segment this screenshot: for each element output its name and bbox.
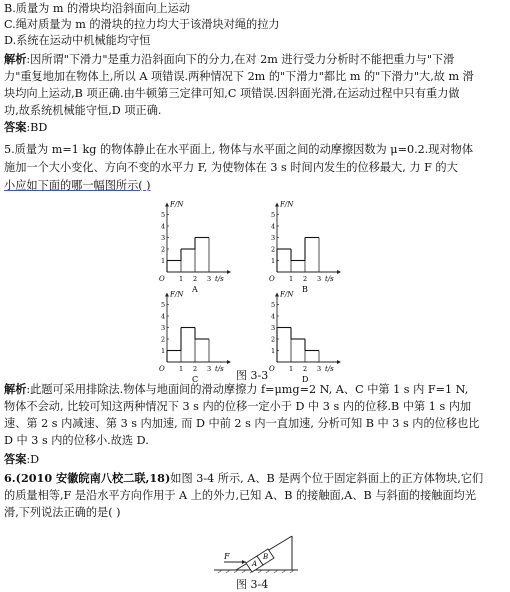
panel-label: B <box>302 285 308 294</box>
x-tick-label: 3 <box>207 275 212 283</box>
x-tick-label: 1 <box>179 275 184 283</box>
panel-label: C <box>192 375 199 384</box>
question-5-line2: 施加一个大小变化、方向不变的水平力 F, 为使物体在 3 s 时间内发生的位移最大, 力 F 的大 <box>4 161 458 174</box>
question-5-line3: 小应如下面的哪一幅图所示( ) <box>4 179 151 192</box>
x-tick-label: 1 <box>179 365 184 373</box>
answer-1: 答案:BD <box>4 120 48 134</box>
x-tick-label: 2 <box>303 365 308 373</box>
y-tick-label: 5 <box>271 301 276 309</box>
panel-d <box>269 291 341 385</box>
x-axis-arrow <box>227 270 231 274</box>
panel-label: A <box>192 285 198 294</box>
y-axis-label: F/N <box>280 290 294 299</box>
force-label: F <box>224 552 230 561</box>
x-axis-label: t/s <box>215 365 224 373</box>
option-d: D.系统在运动中机械能均守恒 <box>4 34 151 47</box>
x-tick-label: 2 <box>193 365 198 373</box>
y-tick-label: 1 <box>271 257 276 265</box>
y-tick-label: 2 <box>161 245 166 254</box>
panel-a <box>159 201 231 295</box>
analysis-2-line4: D 中 3 s 内的位移小.故选 D. <box>4 434 149 447</box>
origin-label: O <box>269 365 275 373</box>
y-tick-label: 2 <box>271 335 276 344</box>
panel-label: D <box>302 375 309 384</box>
y-tick-label: 4 <box>271 312 276 321</box>
figure-3-3-caption: 图 3-3 <box>236 369 269 382</box>
y-tick-label: 4 <box>161 312 166 321</box>
x-axis-label: t/s <box>325 365 334 373</box>
y-tick-label: 3 <box>271 324 276 332</box>
option-b: B.质量为 m 的滑块均沿斜面向上运动 <box>4 2 191 15</box>
y-tick-label: 4 <box>161 222 166 231</box>
analysis-1-line2: 力"重复地加在物体上,所以 A 项错误.两种情况下 2m 的"下滑力"都比 m 的"下滑力"大,故 m 滑 <box>4 70 474 83</box>
figure-3-4-caption: 图 3-4 <box>236 578 269 591</box>
y-tick-label: 1 <box>161 257 166 265</box>
x-tick-label: 2 <box>193 275 198 283</box>
analysis-2-line3: 速、第 2 s 内减速、第 3 s 内加速, 而 D 中前 2 s 内一直加速, 分析可知 B 中 3 s 内的位移也比 <box>4 417 480 430</box>
y-tick-label: 5 <box>161 211 166 219</box>
x-axis-label: t/s <box>325 275 334 283</box>
y-tick-label: 3 <box>161 234 166 242</box>
option-c: C.绳对质量为 m 的滑块的拉力均大于该滑块对绳的拉力 <box>4 18 280 31</box>
y-tick-label: 1 <box>271 347 276 355</box>
figure-3-4-svg <box>210 528 302 574</box>
analysis-1-line4: 功,故系统机械能守恒,D 项正确. <box>4 104 162 117</box>
y-tick-label: 3 <box>161 324 166 332</box>
x-tick-label: 3 <box>317 365 322 373</box>
y-axis-arrow <box>165 203 169 207</box>
analysis-2-line2: 物体不会动, 比较可知这两种情况下 3 s 内的位移一定小于 D 中 3 s 内的位移.B 中第 1 s 内加 <box>4 400 472 413</box>
x-tick-label: 3 <box>317 275 322 283</box>
question-6-line2: 的质量相等,F 是沿水平方向作用于 A 上的外力,已知 A、B 的接触面,A、B 与斜面的接触面均光 <box>4 489 477 502</box>
block-b-label: B <box>263 553 269 561</box>
y-tick-label: 2 <box>271 245 276 254</box>
force-arrowhead <box>242 560 246 564</box>
y-tick-label: 1 <box>161 347 166 355</box>
x-tick-label: 2 <box>303 275 308 283</box>
answer-2: 答案:D <box>4 452 40 466</box>
y-axis-label: F/N <box>170 200 184 209</box>
x-tick-label: 1 <box>289 365 294 373</box>
panel-c <box>159 291 231 385</box>
figure-3-4 <box>210 528 302 574</box>
y-tick-label: 2 <box>161 335 166 344</box>
analysis-1-line1: 解析:因所谓"下滑力"是重力沿斜面向下的分力,在对 2m 进行受力分析时不能把重力与"下滑 <box>4 52 455 66</box>
origin-label: O <box>159 365 165 373</box>
y-axis-label: F/N <box>280 200 294 209</box>
y-axis-arrow <box>275 203 279 207</box>
analysis-2-line1: 解析:此题可采用排除法.物体与地面间的滑动摩擦力 f=μmg=2 N, A、C 中第 1 s 内 F=1 N, <box>4 382 469 396</box>
origin-label: O <box>269 275 275 283</box>
origin-label: O <box>159 275 165 283</box>
question-6-line1: 6.(2010 安徽皖南八校二联,18)如图 3-4 所示, A、B 是两个位于固定斜面上的正方体物块,它们 <box>4 471 484 485</box>
y-axis-arrow <box>275 293 279 297</box>
x-axis-arrow <box>337 360 341 364</box>
y-axis-arrow <box>165 293 169 297</box>
x-axis-arrow <box>337 270 341 274</box>
y-tick-label: 5 <box>161 301 166 309</box>
analysis-1-line3: 块均向上运动,B 项正确.由牛顿第三定律可知,C 项错误.因斜面光滑,在运动过程中只有重力做 <box>4 87 460 100</box>
block-a-label: A <box>252 560 258 568</box>
panel-b <box>269 201 341 295</box>
question-5-line1: 5.质量为 m=1 kg 的物体静止在水平面上, 物体与水平面之间的动摩擦因数为 μ=0.2.现对物体 <box>4 143 474 156</box>
x-tick-label: 1 <box>289 275 294 283</box>
y-tick-label: 4 <box>271 222 276 231</box>
y-axis-label: F/N <box>170 290 184 299</box>
x-tick-label: 3 <box>207 365 212 373</box>
y-tick-label: 5 <box>271 211 276 219</box>
x-axis-arrow <box>227 360 231 364</box>
question-6-line3: 滑,下列说法正确的是( ) <box>4 506 121 519</box>
y-tick-label: 3 <box>271 234 276 242</box>
x-axis-label: t/s <box>215 275 224 283</box>
